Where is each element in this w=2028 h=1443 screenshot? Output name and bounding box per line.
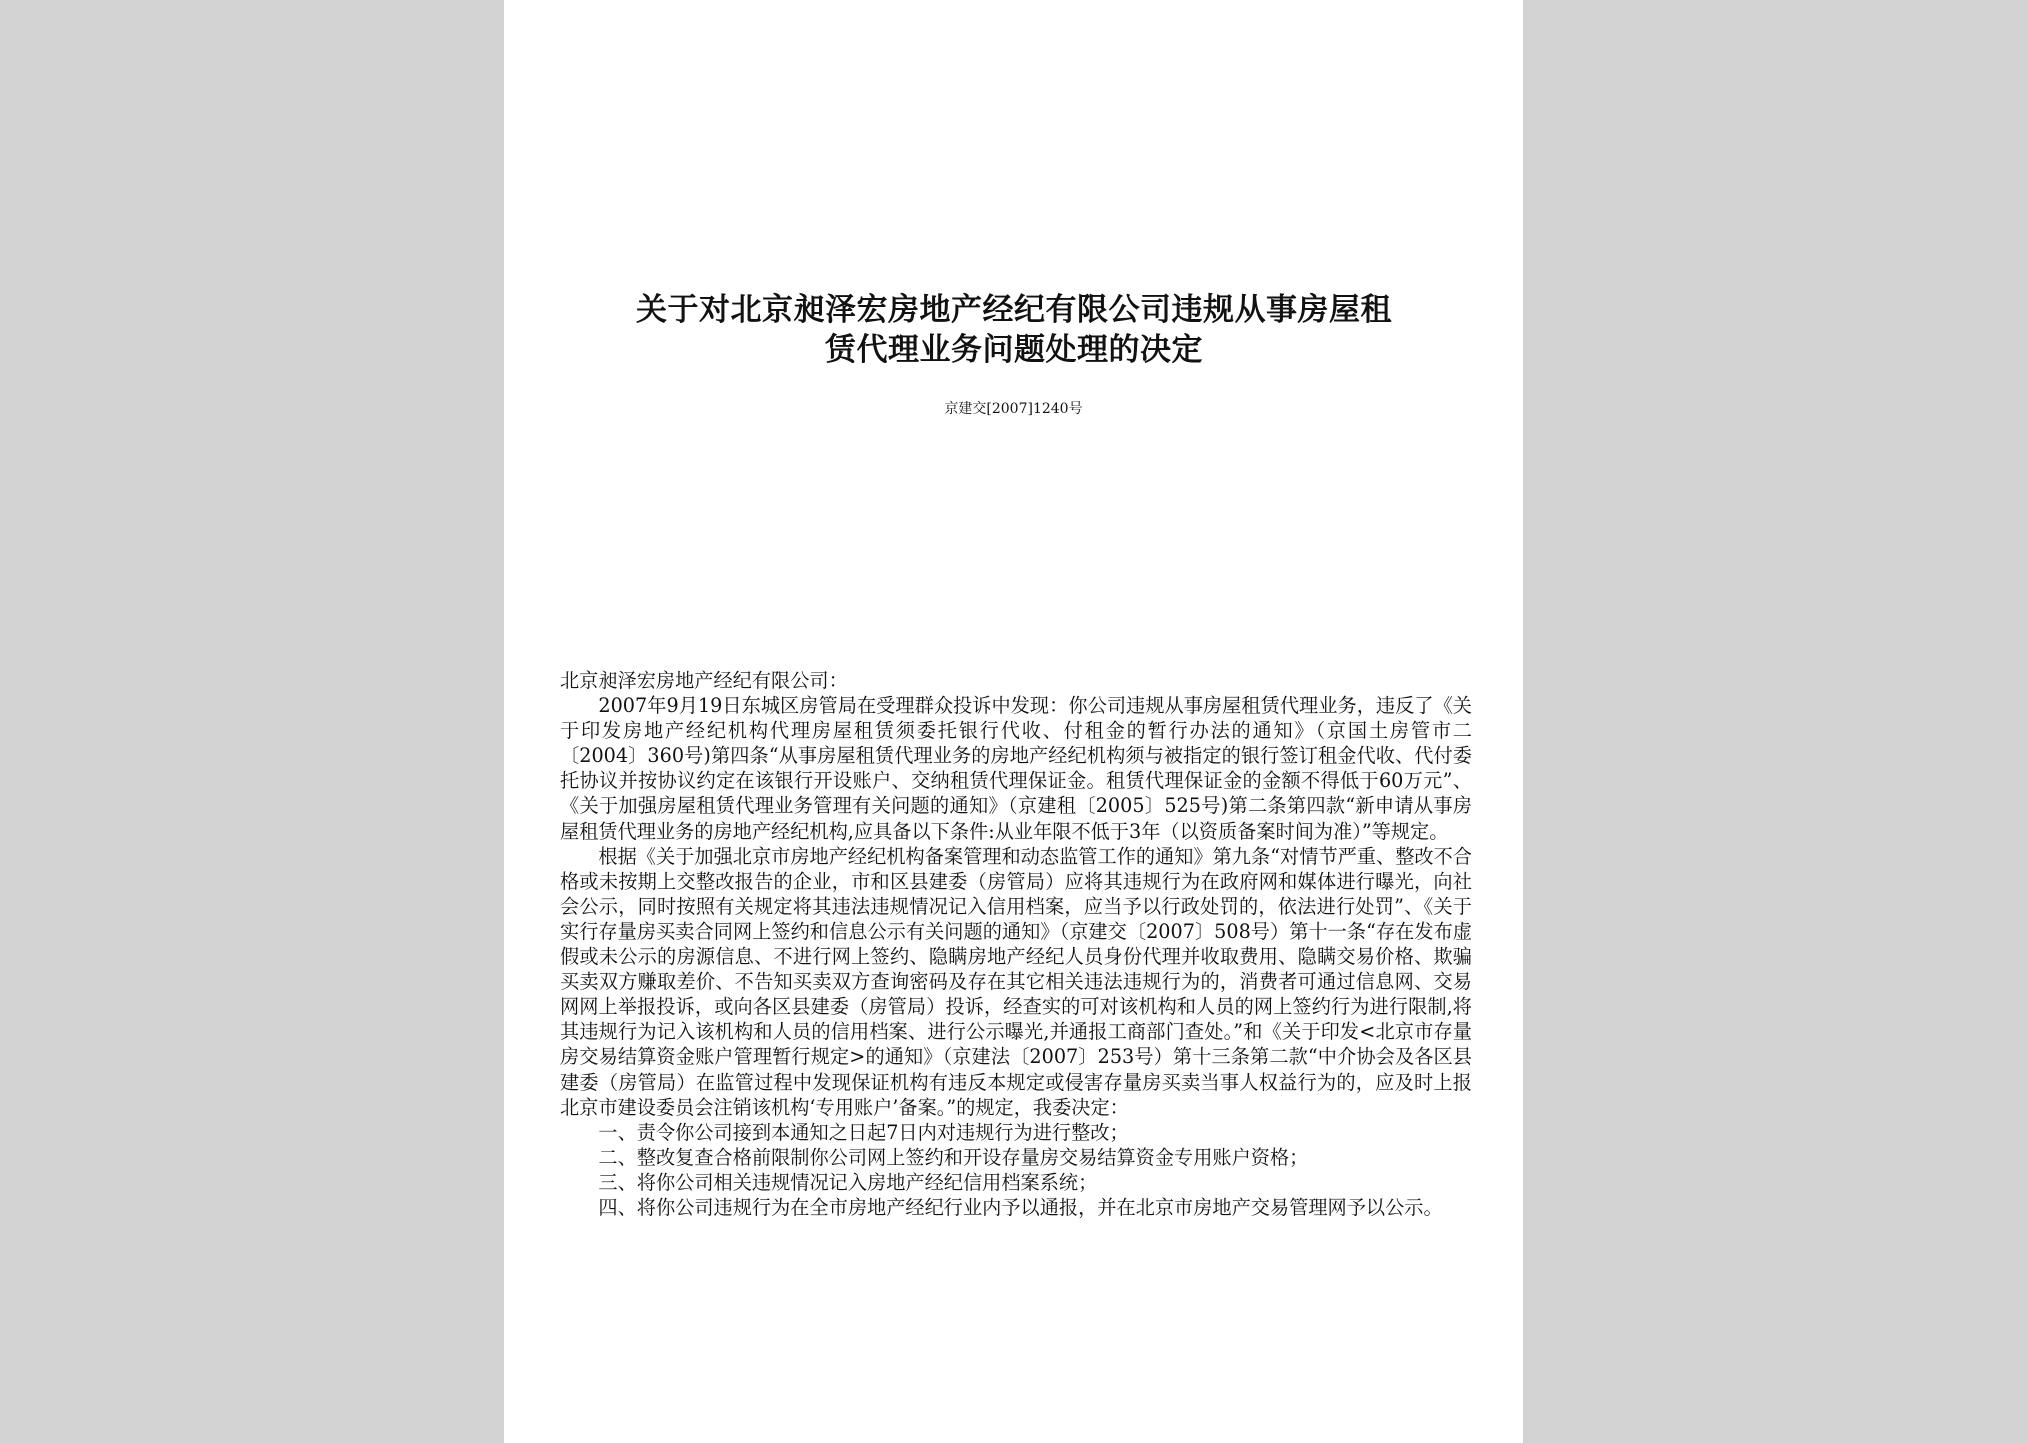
decision-item-1: 一、责令你公司接到本通知之日起7日内对违规行为进行整改； <box>598 1120 1129 1144</box>
paragraph-findings: 2007年9月19日东城区房管局在受理群众投诉中发现：你公司违规从事房屋租赁代理业务，违反了《关于印发房地产经纪机构代理房屋租赁须委托银行代收、付租金的暂行办法的通知》（京国土房管市二〔2004〕360号)第四条“从事房屋租赁代理业务的房地产经纪机构须与被指定的银行签订租金代收、代付委托协议并按协议约定在该银行开设账户、交纳租赁代理保证金。租赁代理保证金的金额不得低于60万元”、《关于加强房屋租赁代理业务管理有关问题的通知》（京建租〔2005〕525号)第二条第四款“新申请从事房屋租赁代理业务的房地产经纪机构,应具备以下条件:从业年限不低于3年（以资质备案时间为准）”等规定。 <box>560 694 1472 843</box>
document-body <box>560 668 1472 1220</box>
title-line-2: 赁代理业务问题处理的决定 <box>825 332 1203 368</box>
title-line-1: 关于对北京昶泽宏房地产经纪有限公司违规从事房屋租 <box>636 292 1392 328</box>
document-number: 京建交[2007]1240号 <box>944 401 1083 417</box>
document-page <box>504 0 1523 1443</box>
paragraph-basis: 根据《关于加强北京市房地产经纪机构备案管理和动态监管工作的通知》第九条“对情节严重、整改不合格或未按期上交整改报告的企业，市和区县建委（房管局）应将其违规行为在政府网和媒体进行曝光，向社会公示，同时按照有关规定将其违法违规情况记入信用档案，应当予以行政处罚的，依法进行处罚”、《关于实行存量房买卖合同网上签约和信息公示有关问题的通知》（京建交〔2007〕508号）第十一条“存在发布虚假或未公示的房源信息、不进行网上签约、隐瞒房地产经纪人员身份代理并收取费用、隐瞒交易价格、欺骗买卖双方赚取差价、不告知买卖双方查询密码及存在其它相关违法违规行为的，消费者可通过信息网、交易网网上举报投诉，或向各区县建委（房管局）投诉，经查实的可对该机构和人员的网上签约行为进行限制,将其违规行为记入该机构和人员的信用档案、进行公示曝光,并通报工商部门查处。”和《关于印发<北京市存量房交易结算资金账户管理暂行规定>的通知》（京建法〔2007〕253号）第十三条第二款“中介协会及各区县建委（房管局）在监管过程中发现保证机构有违反本规定或侵害存量房买卖当事人权益行为的，应及时上报北京市建设委员会注销该机构‘专用账户’备案。”的规定，我委决定： <box>560 844 1472 1119</box>
decision-item-4: 四、将你公司违规行为在全市房地产经纪行业内予以通报，并在北京市房地产交易管理网予以公示。 <box>598 1195 1443 1219</box>
decision-item-2: 二、整改复查合格前限制你公司网上签约和开设存量房交易结算资金专用账户资格； <box>598 1145 1309 1169</box>
decision-item-3: 三、将你公司相关违规情况记入房地产经纪信用档案系统； <box>598 1170 1098 1194</box>
salutation: 北京昶泽宏房地产经纪有限公司： <box>560 669 848 692</box>
document-title <box>564 290 1464 370</box>
